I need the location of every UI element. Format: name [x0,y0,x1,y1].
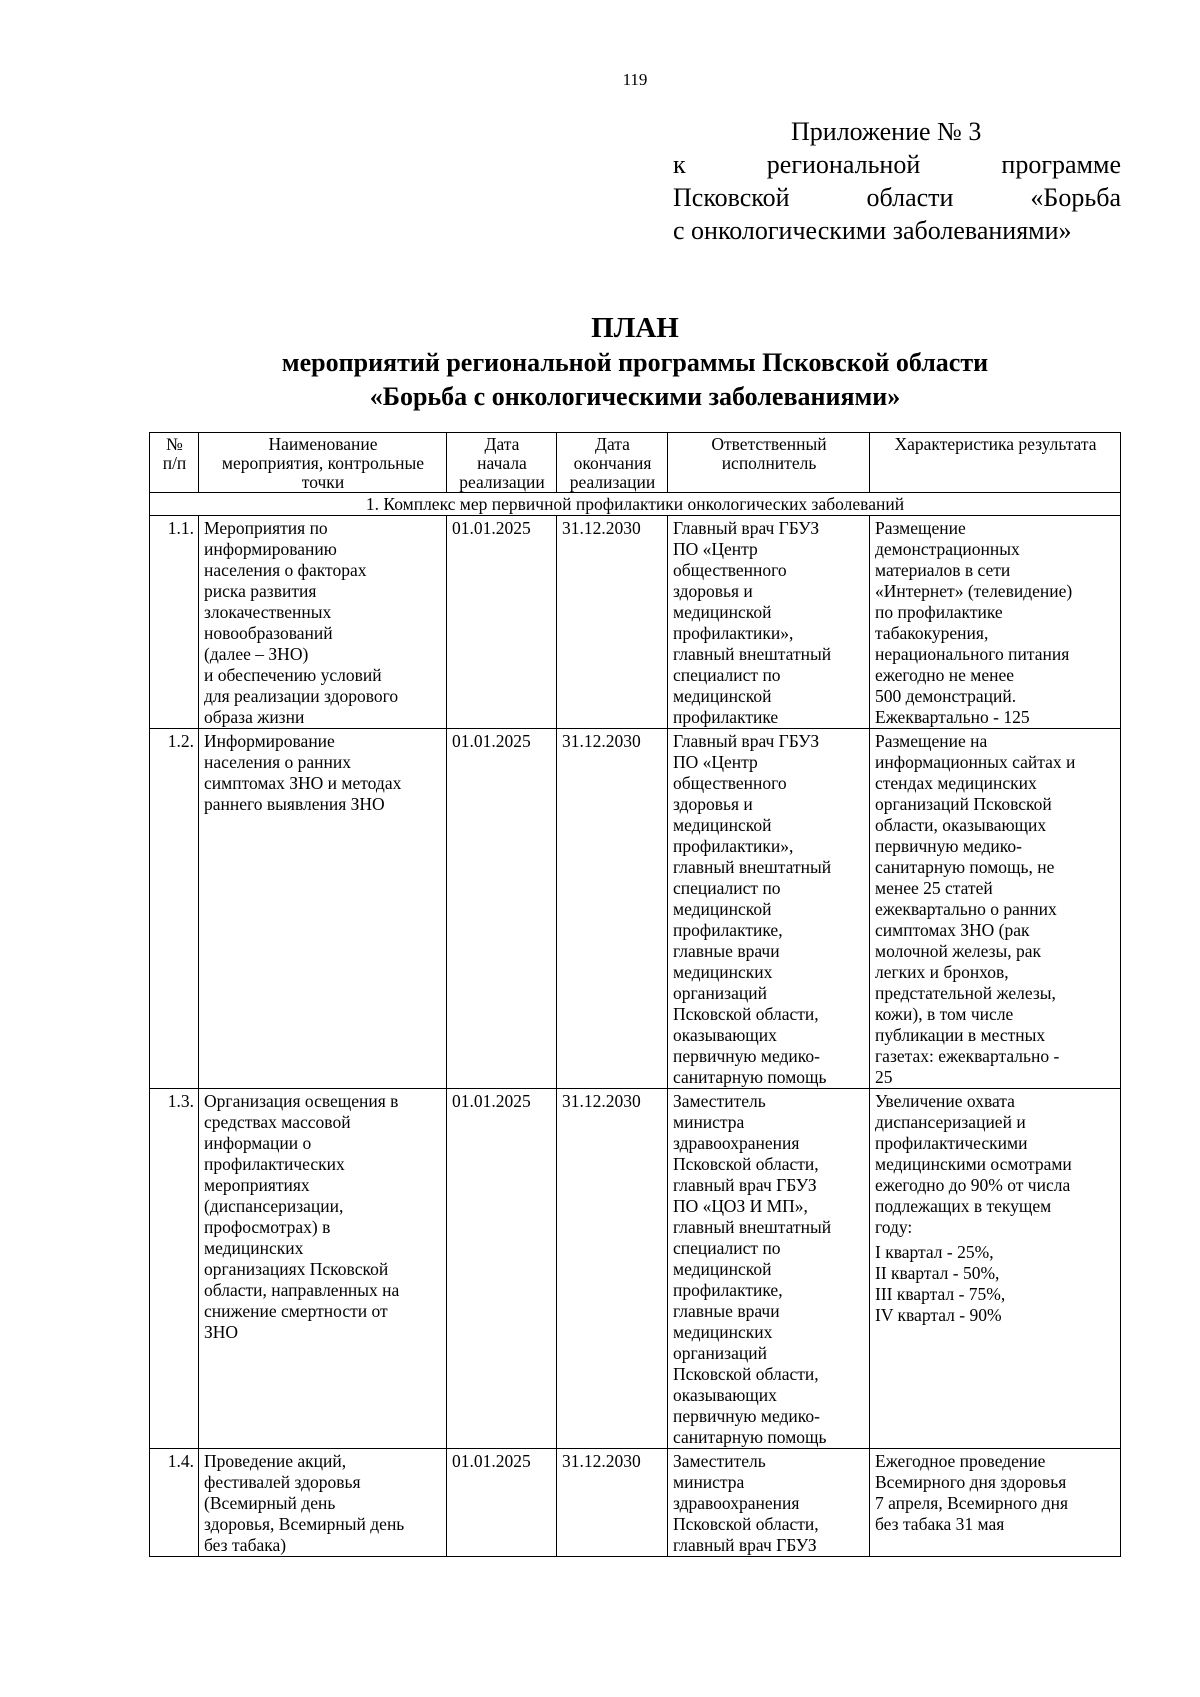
text-line: организаций Псковской [875,794,1052,814]
row-name [199,1449,447,1557]
section-title: 1. Комплекс мер первичной профилактики онкологических заболеваний [150,493,1121,516]
text-line: профилактики», [673,836,794,856]
text-line: главный внештатный [673,644,832,664]
text-line: предстательной железы, [875,983,1056,1003]
text-line: без табака 31 мая [875,1514,1005,1534]
text-line: риска развития [204,581,317,601]
text-line: Увеличение охвата [875,1091,1015,1111]
text-line: профилактике, [673,1280,783,1300]
text-line: первичную медико- [673,1046,820,1066]
text-line: (Всемирный день [204,1493,336,1513]
text-line: демонстрационных [875,539,1020,559]
row-num: 1.1. [150,516,199,729]
text-line: нерационального питания [875,644,1070,664]
row-end-date: 31.12.2030 [557,729,668,1089]
row-name [199,516,447,729]
text-line: Наименование [268,434,378,454]
text-line: оказывающих [673,1025,777,1045]
row-responsible [668,1449,870,1557]
text-line: области, направленных на [204,1280,400,1300]
page-number: 119 [622,70,648,89]
row-responsible [668,516,870,729]
text-line: стендах медицинских [875,773,1037,793]
text-line: точки [301,472,345,492]
text-line: медицинской [673,1259,772,1279]
text-line: медицинских [673,962,773,982]
text-line: профилактики», [673,623,794,643]
row-responsible [668,729,870,1089]
text-line: п/п [162,453,187,473]
text-line: санитарную помощь, не [875,857,1055,877]
text-line: санитарную помощь [673,1427,827,1447]
row-responsible [668,1089,870,1449]
text-line: оказывающих [673,1385,777,1405]
text-line: Ежегодное проведение [875,1451,1046,1471]
text-line: Заместитель [673,1451,766,1471]
row-start-date: 01.01.2025 [447,1449,557,1557]
text-line: № [166,434,183,454]
text-line: населения о ранних [204,752,352,772]
text-line: специалист по [673,878,781,898]
text-line: здоровья и [673,794,753,814]
row-result [870,1089,1121,1449]
text-line: Псковской области, [673,1004,819,1024]
appendix-caption [673,115,1121,247]
text-line: Дата [595,434,630,454]
title-sub-2: «Борьба с онкологическими заболеваниями» [369,382,901,411]
text-line: образа жизни [204,707,305,727]
table-row [150,1089,1121,1449]
text-line: для реализации здорового [204,686,399,706]
row-result [870,729,1121,1089]
text-line: министра [673,1472,745,1492]
text-line: мероприятиях [204,1175,310,1195]
text-line: Проведение акций, [204,1451,347,1471]
header-responsible [668,433,870,493]
text-line: молочной железы, рак [875,941,1042,961]
text-line: Псковской области, [673,1364,819,1384]
text-line: медицинской [673,602,772,622]
section-row [150,493,1121,516]
row-end-date: 31.12.2030 [557,1089,668,1449]
text-line: IV квартал - 90% [875,1305,1002,1325]
text-line: менее 25 статей [875,878,993,898]
text-line: специалист по [673,1238,781,1258]
text-line: ПО «ЦОЗ И МП», [673,1196,808,1216]
row-name [199,1089,447,1449]
document-title [150,310,1120,414]
text-line: профилактическими [875,1133,1028,1153]
text-line: симптомах ЗНО и методах [204,773,402,793]
text-line: табакокурения, [875,623,989,643]
text-line: публикации в местных [875,1025,1046,1045]
row-result [870,516,1121,729]
text-line: Характеристика результата [894,434,1097,454]
text-line: главные врачи [673,941,780,961]
text-line: населения о факторах [204,560,367,580]
text-line: Размещение на [875,731,988,751]
text-line: ПО «Центр [673,752,758,772]
text-line: медицинской [673,686,772,706]
text-line: специалист по [673,665,781,685]
text-line: медицинских [673,1322,773,1342]
row-num: 1.4. [150,1449,199,1557]
text-line: здравоохранения [673,1133,800,1153]
text-line: медицинской [673,815,772,835]
text-line: окончания [573,453,652,473]
text-line: ЗНО [204,1322,239,1342]
text-line: газетах: ежеквартально - [875,1046,1060,1066]
text-line: материалов в сети [875,560,1011,580]
text-line: году: [875,1217,913,1237]
text-line: начала [477,453,527,473]
text-line: ежеквартально о ранних [875,899,1057,919]
text-line: главный врач ГБУЗ [673,1535,817,1555]
text-line: медицинских [204,1238,304,1258]
header-num [150,433,199,493]
text-line: здравоохранения [673,1493,800,1513]
row-result-text [875,1091,1116,1238]
text-line: средствах массовой [204,1112,351,1132]
title-main: ПЛАН [591,312,679,344]
text-line: 25 [875,1067,893,1087]
text-line: I квартал - 25%, [875,1242,994,1262]
text-line: Псковской области, [673,1154,819,1174]
table-row [150,1449,1121,1557]
text-line: легких и бронхов, [875,962,1009,982]
text-line: информационных сайтах и [875,752,1076,772]
text-line: снижение смертности от [204,1301,388,1321]
row-start-date: 01.01.2025 [447,729,557,1089]
text-line: по профилактике [875,602,1003,622]
text-line: первичную медико- [673,1406,820,1426]
appendix-line-3: Псковской области «Борьба [673,183,1121,212]
text-line: мероприятия, контрольные [221,453,425,473]
text-line: здоровья, Всемирный день [204,1514,405,1534]
table-header-row [150,433,1121,493]
text-line: Информирование [204,731,335,751]
text-line: Заместитель [673,1091,766,1111]
text-line: Главный врач ГБУЗ [673,731,820,751]
text-line: 500 демонстраций. [875,686,1017,706]
text-line: организациях Псковской [204,1259,389,1279]
appendix-line-4: с онкологическими заболеваниями» [673,216,1072,245]
plan-table [149,432,1121,1557]
text-line: медицинской [673,899,772,919]
row-num: 1.2. [150,729,199,1089]
text-line: новообразований [204,623,333,643]
appendix-line-2: к региональной программе [673,150,1121,179]
text-line: исполнитель [721,453,817,473]
text-line: Ответственный [711,434,827,454]
text-line: Главный врач ГБУЗ [673,518,820,538]
text-line: Ежеквартально - 125 [875,707,1030,727]
text-line: симптомах ЗНО (рак [875,920,1030,940]
text-line: медицинскими осмотрами [875,1154,1072,1174]
text-line: реализации [459,472,545,492]
text-line: 7 апреля, Всемирного дня [875,1493,1068,1513]
text-line: кожи), в том числе [875,1004,1014,1024]
text-line: ежегодно до 90% от числа [875,1175,1071,1195]
text-line: Дата [484,434,520,454]
header-start-date [447,433,557,493]
text-line: профилактике, [673,920,783,940]
text-line: главный врач ГБУЗ [673,1175,817,1195]
text-line: здоровья и [673,581,753,601]
text-line: профилактических [204,1154,345,1174]
header-result [870,433,1121,493]
text-line: ПО «Центр [673,539,758,559]
row-end-date: 31.12.2030 [557,1449,668,1557]
text-line: злокачественных [204,602,332,622]
text-line: диспансеризацией и [875,1112,1026,1132]
text-line: главный внештатный [673,857,832,877]
text-line: главный внештатный [673,1217,832,1237]
text-line: Всемирного дня здоровья [875,1472,1067,1492]
text-line: (далее – ЗНО) [204,644,309,664]
text-line: министра [673,1112,745,1132]
row-end-date: 31.12.2030 [557,516,668,729]
text-line: реализации [569,472,656,492]
row-result-quarters [875,1242,1116,1326]
text-line: «Интернет» (телевидение) [875,581,1073,601]
text-line: подлежащих в текущем [875,1196,1052,1216]
text-line: организаций [673,983,767,1003]
text-line: организаций [673,1343,767,1363]
table-row [150,729,1121,1089]
row-name [199,729,447,1089]
text-line: общественного [673,560,787,580]
header-name [199,433,447,493]
text-line: первичную медико- [875,836,1022,856]
text-line: общественного [673,773,787,793]
text-line: (диспансеризации, [204,1196,344,1216]
row-start-date: 01.01.2025 [447,1089,557,1449]
text-line: III квартал - 75%, [875,1284,1006,1304]
row-num: 1.3. [150,1089,199,1449]
text-line: профилактике [673,707,779,727]
text-line: Псковской области, [673,1514,819,1534]
text-line: Размещение [875,518,966,538]
text-line: ежегодно не менее [875,665,1015,685]
header-end-date [557,433,668,493]
text-line: информированию [204,539,337,559]
text-line: фестивалей здоровья [204,1472,361,1492]
text-line: и обеспечению условий [204,665,382,685]
text-line: санитарную помощь [673,1067,827,1087]
text-line: области, оказывающих [875,815,1047,835]
text-line: без табака) [204,1535,287,1555]
text-line: II квартал - 50%, [875,1263,1000,1283]
text-line: профосмотрах) в [204,1217,331,1237]
text-line: раннего выявления ЗНО [204,794,385,814]
row-start-date: 01.01.2025 [447,516,557,729]
text-line: Организация освещения в [204,1091,399,1111]
text-line: информации о [204,1133,312,1153]
appendix-line-1: Приложение № 3 [791,117,982,146]
text-line: главные врачи [673,1301,780,1321]
text-line: Мероприятия по [204,518,328,538]
title-sub-1: мероприятий региональной программы Псковской области [281,348,989,377]
row-result [870,1449,1121,1557]
table-row [150,516,1121,729]
